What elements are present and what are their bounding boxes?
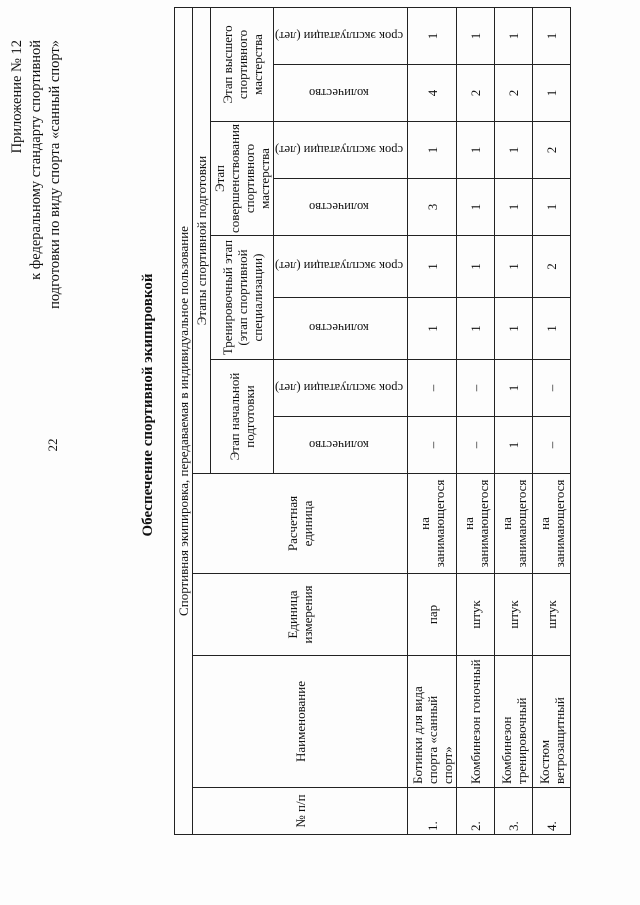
appendix-line-2: к федеральному стандарту спортивной [28,40,44,280]
row-name: Комбинезон тренировочный [495,656,533,788]
subheader-term-label: срок эксплуатации (лет) [275,29,404,43]
quantity-cell: 1 [533,298,571,360]
stage-header-training: Тренировочный этап (этап спортивной специализации) [211,236,274,360]
term-cell: 2 [533,122,571,179]
term-cell: – [533,360,571,417]
header-name: Наименование [193,656,408,788]
row-unit: штук [457,574,495,656]
term-cell: – [457,360,495,417]
term-cell: 1 [408,8,457,65]
term-cell: 1 [533,8,571,65]
term-cell: 1 [495,236,533,298]
row-unit: штук [533,574,571,656]
quantity-cell: 2 [457,65,495,122]
header-unit: Единица измерения [193,574,408,656]
row-unit: пар [408,574,457,656]
subheader-term [274,236,408,298]
term-cell: 1 [495,122,533,179]
subheader-quantity-label: количество [309,200,369,214]
row-calc-unit: на занимающегося [457,474,495,574]
stage-header-initial: Этап начальной подготовки [211,360,274,474]
table-row [408,8,457,835]
row-name: Костюм ветрозащитный [533,656,571,788]
quantity-cell: 1 [457,179,495,236]
subheader-quantity-label: количество [309,321,369,336]
appendix-header [8,40,65,370]
quantity-cell: 1 [495,417,533,474]
quantity-cell: 1 [495,179,533,236]
header-calc: Расчетная единица [193,474,408,574]
subheader-quantity-label: количество [309,438,369,452]
term-cell: 1 [495,360,533,417]
quantity-cell: – [408,417,457,474]
subheader-quantity [274,298,408,360]
term-cell: 2 [533,236,571,298]
subheader-quantity [274,179,408,236]
quantity-cell: – [457,417,495,474]
page-number: 22 [45,438,60,452]
term-cell: 1 [457,8,495,65]
row-number: 4. [533,788,571,835]
subheader-term [274,8,408,65]
quantity-cell: 1 [457,298,495,360]
subheader-term [274,122,408,179]
quantity-cell: 1 [533,179,571,236]
term-cell: 1 [408,122,457,179]
equipment-table [174,7,571,835]
subheader-quantity-label: количество [309,86,369,100]
term-cell: 1 [408,236,457,298]
quantity-cell: 1 [495,298,533,360]
stage-header-highest: Этап высшего спортивного мастерства [211,8,274,122]
quantity-cell: 1 [408,298,457,360]
row-calc-unit: на занимающегося [495,474,533,574]
row-number: 3. [495,788,533,835]
subheader-term-label: срок эксплуатации (лет) [275,143,404,157]
row-number: 2. [457,788,495,835]
subheader-quantity [274,65,408,122]
table-row [495,8,533,835]
subheader-term [274,360,408,417]
row-name: Ботинки для вида спорта «санный спорт» [408,656,457,788]
document-title: Обеспечение спортивной экипировкой [140,273,156,537]
quantity-cell: 2 [495,65,533,122]
term-cell: 1 [457,122,495,179]
stage-header-improvement: Этап совершенствования спортивного мастерства [211,122,274,236]
term-cell: 1 [495,8,533,65]
table-row [457,8,495,835]
quantity-cell: – [533,417,571,474]
term-cell: 1 [457,236,495,298]
subheader-term-label: срок эксплуатации (лет) [275,259,404,274]
appendix-line-1: Приложение № 12 [9,40,25,154]
subheader-quantity [274,417,408,474]
row-number: 1. [408,788,457,835]
table-row [533,8,571,835]
quantity-cell: 3 [408,179,457,236]
quantity-cell: 4 [408,65,457,122]
row-name: Комбинезон гоночный [457,656,495,788]
appendix-line-3: подготовки по виду спорта «санный спорт» [47,40,63,309]
quantity-cell: 1 [533,65,571,122]
row-calc-unit: на занимающегося [533,474,571,574]
stages-header: Этапы спортивной подготовки [193,8,211,474]
header-num: № п/п [193,788,408,835]
row-unit: штук [495,574,533,656]
subheader-term-label: срок эксплуатации (лет) [275,381,404,395]
term-cell: – [408,360,457,417]
row-calc-unit: на занимающегося [408,474,457,574]
group-header: Спортивная экипировка, передаваемая в индивидуальное пользование [175,8,193,835]
